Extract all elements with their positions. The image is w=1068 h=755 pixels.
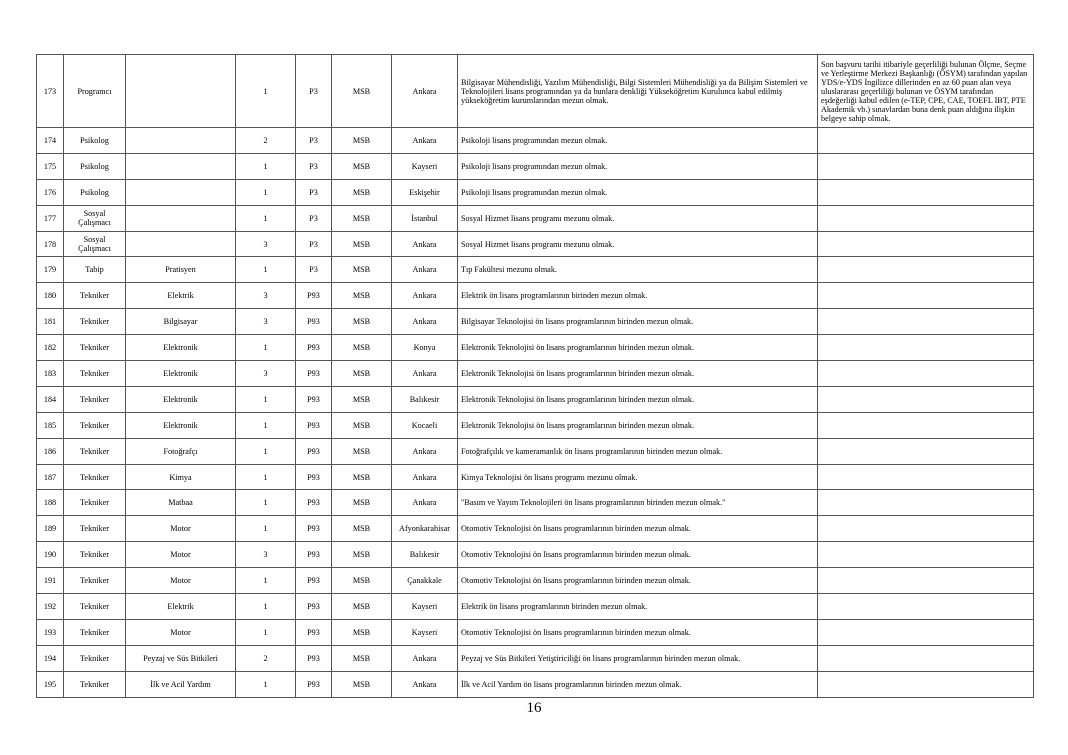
cell-count: 3 — [236, 542, 296, 568]
cell-title: Sosyal Çalışmacı — [64, 231, 126, 257]
table-row — [37, 55, 1034, 128]
cell-note — [818, 231, 1034, 257]
cell-count: 1 — [236, 205, 296, 231]
cell-note — [818, 594, 1034, 620]
cell-no: 180 — [37, 283, 64, 309]
positions-table — [36, 54, 1034, 698]
cell-city: İstanbul — [392, 205, 458, 231]
cell-title: Tekniker — [64, 542, 126, 568]
cell-grade: P3 — [296, 153, 332, 179]
cell-title: Psikolog — [64, 153, 126, 179]
cell-requirement: Elektronik Teknolojisi ön lisans programlarının birinden mezun olmak. — [458, 361, 818, 387]
cell-note — [818, 335, 1034, 361]
cell-requirement: Fotoğrafçılık ve kameramanlık ön lisans programlarının birinden mezun olmak. — [458, 438, 818, 464]
cell-requirement: Elektrik ön lisans programlarının birinden mezun olmak. — [458, 283, 818, 309]
cell-branch: Elektronik — [126, 335, 236, 361]
cell-count: 1 — [236, 594, 296, 620]
cell-requirement: Psikoloji lisans programından mezun olmak. — [458, 153, 818, 179]
cell-branch: Motor — [126, 619, 236, 645]
table-body — [37, 55, 1034, 698]
cell-title: Tekniker — [64, 335, 126, 361]
cell-requirement: Otomotiv Teknolojisi ön lisans programlarının birinden mezun olmak. — [458, 516, 818, 542]
cell-requirement: Bilgisayar Mühendisliği, Yazılım Mühendisliği, Bilgi Sistemleri Mühendisliği ya da Bilişim Sistemleri ve Teknolojileri lisans programından ya da bunlara denkliği Yükseköğretim Kurulunca kabul edilmiş yükseköğretim kurumlarından mezun olmak. — [458, 55, 818, 128]
cell-grade: P93 — [296, 645, 332, 671]
cell-agency: MSB — [332, 309, 392, 335]
cell-agency: MSB — [332, 386, 392, 412]
table-row — [37, 516, 1034, 542]
cell-grade: P3 — [296, 205, 332, 231]
cell-branch: Elektronik — [126, 361, 236, 387]
cell-requirement: Sosyal Hizmet lisans programı mezunu olmak. — [458, 231, 818, 257]
cell-no: 176 — [37, 179, 64, 205]
cell-grade: P93 — [296, 386, 332, 412]
cell-city: Balıkesir — [392, 542, 458, 568]
cell-requirement: Elektronik Teknolojisi ön lisans programlarının birinden mezun olmak. — [458, 386, 818, 412]
table-row — [37, 671, 1034, 697]
cell-branch: İlk ve Acil Yardım — [126, 671, 236, 697]
cell-grade: P93 — [296, 671, 332, 697]
cell-branch: Peyzaj ve Süs Bitkileri — [126, 645, 236, 671]
cell-agency: MSB — [332, 464, 392, 490]
cell-title: Tekniker — [64, 438, 126, 464]
cell-agency: MSB — [332, 568, 392, 594]
cell-requirement: Kimya Teknolojisi ön lisans programı mezunu olmak. — [458, 464, 818, 490]
cell-agency: MSB — [332, 55, 392, 128]
cell-count: 1 — [236, 386, 296, 412]
cell-note — [818, 516, 1034, 542]
table-row — [37, 542, 1034, 568]
cell-no: 173 — [37, 55, 64, 128]
cell-note — [818, 205, 1034, 231]
cell-agency: MSB — [332, 361, 392, 387]
table-row — [37, 386, 1034, 412]
cell-requirement: Otomotiv Teknolojisi ön lisans programlarının birinden mezun olmak. — [458, 542, 818, 568]
cell-city: Ankara — [392, 309, 458, 335]
cell-grade: P93 — [296, 516, 332, 542]
cell-note — [818, 179, 1034, 205]
cell-agency: MSB — [332, 153, 392, 179]
cell-no: 193 — [37, 619, 64, 645]
cell-branch: Elektronik — [126, 412, 236, 438]
cell-count: 1 — [236, 153, 296, 179]
cell-count: 1 — [236, 619, 296, 645]
cell-count: 3 — [236, 361, 296, 387]
table-row — [37, 153, 1034, 179]
cell-count: 1 — [236, 179, 296, 205]
cell-title: Tekniker — [64, 412, 126, 438]
cell-agency: MSB — [332, 231, 392, 257]
cell-agency: MSB — [332, 205, 392, 231]
cell-requirement: Elektronik Teknolojisi ön lisans programlarının birinden mezun olmak. — [458, 412, 818, 438]
cell-no: 185 — [37, 412, 64, 438]
cell-note — [818, 412, 1034, 438]
cell-no: 195 — [37, 671, 64, 697]
cell-branch: Bilgisayar — [126, 309, 236, 335]
cell-branch: Motor — [126, 516, 236, 542]
cell-count: 1 — [236, 568, 296, 594]
cell-grade: P93 — [296, 542, 332, 568]
cell-branch — [126, 128, 236, 154]
cell-no: 182 — [37, 335, 64, 361]
cell-city: Kocaeli — [392, 412, 458, 438]
table-row — [37, 619, 1034, 645]
cell-branch: Pratisyen — [126, 257, 236, 283]
cell-count: 3 — [236, 231, 296, 257]
cell-city: Kayseri — [392, 153, 458, 179]
cell-branch — [126, 153, 236, 179]
cell-city: Ankara — [392, 464, 458, 490]
table-row — [37, 128, 1034, 154]
cell-city: Ankara — [392, 645, 458, 671]
cell-note — [818, 361, 1034, 387]
cell-no: 194 — [37, 645, 64, 671]
cell-title: Tekniker — [64, 671, 126, 697]
cell-agency: MSB — [332, 257, 392, 283]
cell-note — [818, 283, 1034, 309]
cell-no: 177 — [37, 205, 64, 231]
cell-count: 1 — [236, 671, 296, 697]
cell-no: 189 — [37, 516, 64, 542]
table-row — [37, 205, 1034, 231]
cell-title: Tekniker — [64, 309, 126, 335]
cell-city: Konya — [392, 335, 458, 361]
cell-branch: Motor — [126, 568, 236, 594]
cell-agency: MSB — [332, 412, 392, 438]
cell-requirement: Otomotiv Teknolojisi ön lisans programlarının birinden mezun olmak. — [458, 619, 818, 645]
cell-requirement: İlk ve Acil Yardım ön lisans programlarının birinden mezun olmak. — [458, 671, 818, 697]
cell-branch: Motor — [126, 542, 236, 568]
cell-agency: MSB — [332, 128, 392, 154]
cell-note — [818, 438, 1034, 464]
cell-requirement: Peyzaj ve Süs Bitkileri Yetiştiriciliği ön lisans programlarının birinden mezun olmak. — [458, 645, 818, 671]
cell-agency: MSB — [332, 671, 392, 697]
cell-note — [818, 671, 1034, 697]
cell-count: 1 — [236, 464, 296, 490]
cell-title: Tekniker — [64, 645, 126, 671]
cell-no: 188 — [37, 490, 64, 516]
table-row — [37, 361, 1034, 387]
cell-requirement: "Basım ve Yayım Teknolojileri ön lisans programlarının birinden mezun olmak." — [458, 490, 818, 516]
table-row — [37, 645, 1034, 671]
cell-title: Tekniker — [64, 516, 126, 542]
cell-branch: Elektronik — [126, 386, 236, 412]
cell-grade: P93 — [296, 568, 332, 594]
table-row — [37, 257, 1034, 283]
cell-no: 183 — [37, 361, 64, 387]
cell-requirement: Psikoloji lisans programından mezun olmak. — [458, 179, 818, 205]
cell-note — [818, 309, 1034, 335]
cell-count: 1 — [236, 55, 296, 128]
table-row — [37, 231, 1034, 257]
cell-count: 3 — [236, 309, 296, 335]
cell-agency: MSB — [332, 542, 392, 568]
cell-note — [818, 619, 1034, 645]
cell-note: Son başvuru tarihi itibariyle geçerliliği bulunan Ölçme, Seçme ve Yerleştirme Merkezi Başkanlığı (ÖSYM) tarafından yapılan YDS/e-YDS İngilizce dillerinden en az 60 puan alan veya uluslararası geçerliliği bulunan ve ÖSYM tarafından eşdeğerliği kabul edilen (e-TEP, CPE, CAE, TOEFL IBT, PTE Akademik vb.) sınavlardan buna denk puan aldığına ilişkin belgeye sahip olmak. — [818, 55, 1034, 128]
cell-no: 178 — [37, 231, 64, 257]
table-row — [37, 594, 1034, 620]
cell-count: 1 — [236, 438, 296, 464]
cell-city: Ankara — [392, 128, 458, 154]
cell-title: Tekniker — [64, 386, 126, 412]
cell-no: 191 — [37, 568, 64, 594]
cell-branch — [126, 55, 236, 128]
cell-title: Tekniker — [64, 594, 126, 620]
cell-title: Psikolog — [64, 128, 126, 154]
cell-no: 187 — [37, 464, 64, 490]
table-row — [37, 438, 1034, 464]
cell-requirement: Psikoloji lisans programından mezun olmak. — [458, 128, 818, 154]
cell-no: 184 — [37, 386, 64, 412]
cell-branch: Fotoğrafçı — [126, 438, 236, 464]
cell-branch: Elektrik — [126, 283, 236, 309]
cell-title: Programcı — [64, 55, 126, 128]
cell-title: Tabip — [64, 257, 126, 283]
cell-branch — [126, 179, 236, 205]
cell-count: 2 — [236, 128, 296, 154]
cell-grade: P3 — [296, 55, 332, 128]
table-row — [37, 464, 1034, 490]
cell-grade: P93 — [296, 361, 332, 387]
cell-count: 1 — [236, 335, 296, 361]
cell-city: Kayseri — [392, 594, 458, 620]
cell-city: Afyonkarahisar — [392, 516, 458, 542]
cell-agency: MSB — [332, 594, 392, 620]
page-number: 16 — [526, 700, 542, 716]
cell-note — [818, 542, 1034, 568]
cell-title: Tekniker — [64, 619, 126, 645]
cell-agency: MSB — [332, 179, 392, 205]
table-row — [37, 568, 1034, 594]
cell-requirement: Elektrik ön lisans programlarının birinden mezun olmak. — [458, 594, 818, 620]
table-row — [37, 412, 1034, 438]
cell-count: 1 — [236, 257, 296, 283]
cell-requirement: Sosyal Hizmet lisans programı mezunu olmak. — [458, 205, 818, 231]
cell-note — [818, 464, 1034, 490]
cell-count: 1 — [236, 412, 296, 438]
cell-branch: Matbaa — [126, 490, 236, 516]
cell-title: Tekniker — [64, 568, 126, 594]
cell-branch — [126, 205, 236, 231]
cell-city: Ankara — [392, 55, 458, 128]
cell-no: 175 — [37, 153, 64, 179]
cell-city: Balıkesir — [392, 386, 458, 412]
cell-grade: P93 — [296, 594, 332, 620]
cell-agency: MSB — [332, 283, 392, 309]
table-row — [37, 490, 1034, 516]
cell-grade: P93 — [296, 335, 332, 361]
cell-requirement: Tıp Fakültesi mezunu olmak. — [458, 257, 818, 283]
cell-no: 190 — [37, 542, 64, 568]
cell-title: Sosyal Çalışmacı — [64, 205, 126, 231]
cell-city: Ankara — [392, 361, 458, 387]
cell-city: Ankara — [392, 490, 458, 516]
cell-city: Ankara — [392, 283, 458, 309]
cell-city: Eskişehir — [392, 179, 458, 205]
cell-agency: MSB — [332, 516, 392, 542]
cell-count: 1 — [236, 516, 296, 542]
cell-grade: P93 — [296, 464, 332, 490]
cell-grade: P3 — [296, 257, 332, 283]
cell-grade: P93 — [296, 412, 332, 438]
cell-agency: MSB — [332, 490, 392, 516]
cell-note — [818, 568, 1034, 594]
cell-grade: P93 — [296, 619, 332, 645]
cell-no: 174 — [37, 128, 64, 154]
cell-requirement: Elektronik Teknolojisi ön lisans programlarının birinden mezun olmak. — [458, 335, 818, 361]
cell-branch: Kimya — [126, 464, 236, 490]
cell-branch — [126, 231, 236, 257]
cell-requirement: Otomotiv Teknolojisi ön lisans programlarının birinden mezun olmak. — [458, 568, 818, 594]
cell-agency: MSB — [332, 645, 392, 671]
cell-note — [818, 257, 1034, 283]
cell-no: 179 — [37, 257, 64, 283]
cell-no: 192 — [37, 594, 64, 620]
cell-title: Tekniker — [64, 361, 126, 387]
cell-grade: P93 — [296, 283, 332, 309]
table-row — [37, 309, 1034, 335]
cell-grade: P3 — [296, 128, 332, 154]
cell-no: 186 — [37, 438, 64, 464]
cell-no: 181 — [37, 309, 64, 335]
cell-count: 1 — [236, 490, 296, 516]
cell-city: Ankara — [392, 671, 458, 697]
cell-city: Ankara — [392, 257, 458, 283]
cell-city: Çanakkale — [392, 568, 458, 594]
cell-title: Tekniker — [64, 283, 126, 309]
cell-grade: P93 — [296, 490, 332, 516]
cell-city: Kayseri — [392, 619, 458, 645]
table-row — [37, 179, 1034, 205]
cell-grade: P3 — [296, 231, 332, 257]
cell-branch: Elektrik — [126, 594, 236, 620]
cell-grade: P3 — [296, 179, 332, 205]
cell-title: Tekniker — [64, 490, 126, 516]
cell-count: 3 — [236, 283, 296, 309]
table-row — [37, 283, 1034, 309]
cell-note — [818, 490, 1034, 516]
cell-city: Ankara — [392, 438, 458, 464]
cell-requirement: Bilgisayar Teknolojisi ön lisans programlarının birinden mezun olmak. — [458, 309, 818, 335]
cell-city: Ankara — [392, 231, 458, 257]
cell-grade: P93 — [296, 438, 332, 464]
cell-note — [818, 153, 1034, 179]
table-row — [37, 335, 1034, 361]
cell-agency: MSB — [332, 335, 392, 361]
cell-count: 2 — [236, 645, 296, 671]
cell-grade: P93 — [296, 309, 332, 335]
cell-title: Tekniker — [64, 464, 126, 490]
cell-agency: MSB — [332, 438, 392, 464]
cell-note — [818, 645, 1034, 671]
cell-note — [818, 128, 1034, 154]
cell-note — [818, 386, 1034, 412]
cell-agency: MSB — [332, 619, 392, 645]
cell-title: Psikolog — [64, 179, 126, 205]
